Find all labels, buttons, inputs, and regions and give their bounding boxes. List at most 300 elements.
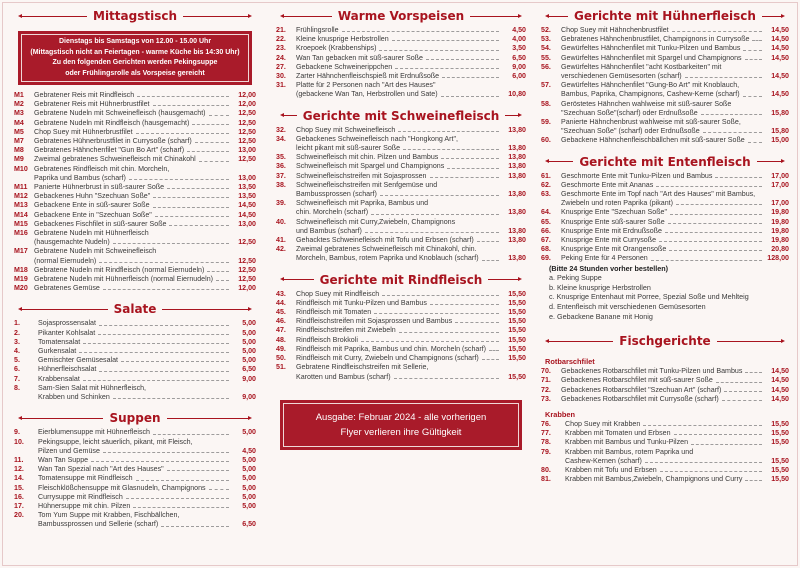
menu-item: [541, 26, 789, 35]
item-name: Geschmorte Ente mit Tunku-Pilzen und Bambus: [561, 171, 713, 180]
item-number: 15.: [14, 483, 24, 492]
item-price: 14,50: [771, 44, 789, 53]
dotted-leader: [113, 398, 229, 399]
item-number: 60.: [541, 136, 551, 145]
item-name: Rindfleisch Brokkoli: [296, 335, 358, 344]
item-number: M15: [14, 219, 28, 228]
menu-item: [14, 119, 256, 128]
item-number: 48.: [276, 335, 286, 344]
menu-item: [276, 54, 526, 63]
item-price: 5,00: [242, 328, 256, 337]
item-name: Knusprige Ente mit Currysoße: [561, 236, 657, 245]
menu-item: [541, 44, 789, 53]
item-name: Zweimal gebratenes Schweinefleisch mit Chinakohl, chin.: [296, 245, 477, 254]
notice-line: (Mittagstisch nicht an Feiertagen - warme Küche bis 14:30 Uhr): [30, 48, 240, 56]
item-name: Schweinefleischstreifen mit Sojasprossen: [296, 171, 427, 180]
divider-arrow-right: [717, 341, 783, 342]
item-name: (hausgemachte Nudeln): [34, 238, 110, 247]
section-title: [541, 331, 789, 351]
menu-item: [14, 247, 256, 256]
divider-arrow-left: [282, 115, 297, 116]
item-price: 5,00: [242, 474, 256, 483]
dotted-leader: [187, 151, 229, 152]
menu-item: [541, 218, 789, 227]
menu-item: [14, 511, 256, 520]
item-price: 13,50: [238, 183, 256, 192]
dotted-leader: [743, 50, 762, 51]
menu-item: [276, 236, 526, 245]
dotted-leader: [745, 59, 762, 60]
item-name: Knusprige Ente "Szechuan Soße": [561, 208, 667, 217]
menu-item: [276, 44, 526, 53]
menu-item: [276, 35, 526, 44]
menu-item: [276, 299, 526, 308]
menu-item: [541, 190, 789, 199]
section-title-text: Mittagstisch: [93, 9, 178, 23]
dotted-leader: [455, 322, 499, 323]
menu-item: [541, 448, 789, 457]
dotted-leader: [155, 216, 229, 217]
item-price: 15,00: [771, 136, 789, 145]
notice-line: Flyer verlieren ihre Gültigkeit: [340, 426, 462, 438]
item-number: 59.: [541, 118, 551, 127]
menu-item: [14, 375, 256, 384]
subsection-label: Krabben: [545, 410, 575, 420]
menu-item: [14, 493, 256, 502]
menu-item: [14, 284, 256, 293]
dotted-leader: [643, 425, 762, 426]
menu-item: [276, 190, 526, 199]
item-price: 15,50: [771, 456, 789, 465]
menu-item: [276, 63, 526, 72]
menu-item: [14, 447, 256, 456]
dotted-leader: [209, 489, 229, 490]
dotted-leader: [133, 507, 229, 508]
menu-item: [541, 118, 789, 127]
item-number: M7: [14, 137, 24, 146]
item-price: 15,50: [508, 289, 526, 298]
dotted-leader: [169, 225, 229, 226]
item-price: 17,00: [771, 171, 789, 180]
item-number: M1: [14, 91, 24, 99]
item-name: Gebackenes Rotbarschfilet mit süß-saurer Soße: [561, 376, 713, 385]
item-price: 15,50: [771, 438, 789, 447]
course-item: d. Entenfleisch mit verschiedenen Gemüsesorten: [549, 302, 706, 312]
menu-item: [541, 208, 789, 217]
divider-arrow-left: [547, 341, 613, 342]
item-number: 4.: [14, 347, 20, 356]
dotted-leader: [153, 105, 229, 106]
course-item: a. Peking Suppe: [549, 273, 602, 283]
item-price: 12,00: [238, 91, 256, 99]
item-price: 5,00: [242, 483, 256, 492]
menu-item: [276, 208, 526, 217]
item-name: Hühnerfleischsalat: [38, 365, 97, 374]
menu-item: [541, 254, 789, 263]
menu-item: [14, 275, 256, 284]
item-number: 10.: [14, 437, 24, 446]
item-number: M4: [14, 118, 24, 127]
item-name: Gebratene Nudeln mit Hühnerfleisch (normal Eiernudeln): [34, 275, 214, 284]
item-price: 10,80: [508, 90, 526, 99]
divider-arrow-right: [757, 161, 783, 162]
item-name: Krabbensalat: [38, 374, 80, 383]
item-number: 16.: [14, 492, 24, 501]
item-price: 15,50: [771, 466, 789, 475]
menu-item: [276, 153, 526, 162]
course-item: e. Gebackene Banane mit Honig: [549, 311, 653, 321]
item-name: Rindfleischstreifen mit Zwiebeln: [296, 326, 396, 335]
menu-item: [276, 172, 526, 181]
dotted-leader: [672, 31, 762, 32]
dotted-leader: [724, 391, 762, 392]
dotted-leader: [361, 341, 499, 342]
edition-notice: [280, 400, 522, 450]
item-name: Zwiebeln und roten Paprika (pikant): [561, 199, 673, 208]
lunch-notice: [18, 31, 252, 85]
item-price: 12,50: [238, 265, 256, 274]
menu-item: [541, 63, 789, 72]
item-price: 128,00: [767, 254, 789, 263]
section-title-text: Gerichte mit Rindfleisch: [319, 272, 483, 287]
item-number: 32.: [276, 125, 286, 134]
item-number: M18: [14, 265, 28, 274]
dotted-leader: [691, 444, 762, 445]
item-number: M17: [14, 247, 28, 256]
dotted-leader: [685, 77, 762, 78]
item-price: 6,50: [512, 53, 526, 62]
item-name: Rindfleisch mit Tomaten: [296, 308, 372, 317]
menu-item: [541, 100, 789, 109]
item-name: Zarter Hähnchenfleischspieß mit Erdnußsoße: [296, 72, 440, 81]
dotted-leader: [153, 434, 229, 435]
menu-item: [541, 367, 789, 376]
dotted-leader: [752, 40, 762, 41]
menu-item: [541, 429, 789, 438]
menu-item: [14, 146, 256, 155]
item-price: 15,80: [771, 108, 789, 117]
item-number: 77.: [541, 429, 551, 438]
item-price: 4,00: [512, 35, 526, 44]
item-price: 6,50: [242, 365, 256, 374]
item-price: 13,50: [238, 192, 256, 201]
item-name: verschiedenen Gemüsesorten (scharf): [561, 72, 682, 81]
divider-arrow-right: [488, 279, 520, 280]
item-name: Pekingsuppe, leicht säuerlich, pikant, mit Fleisch,: [38, 437, 193, 446]
item-number: 23.: [276, 44, 286, 53]
dotted-leader: [715, 177, 762, 178]
item-price: 15,50: [508, 372, 526, 381]
item-name: Gebratener Reis mit Rindfleisch: [34, 91, 135, 99]
item-name: "Szechuan Soße" (scharf) oder Erdnußsoße: [561, 127, 700, 136]
section-title-text: Fischgerichte: [619, 334, 711, 349]
menu-item: [14, 100, 256, 109]
divider-arrow-right: [505, 115, 520, 116]
item-price: 14,50: [771, 53, 789, 62]
item-price: 12,00: [238, 284, 256, 293]
item-price: 13,80: [508, 125, 526, 134]
item-number: 14.: [14, 474, 24, 483]
item-price: 14,50: [771, 385, 789, 394]
item-price: 12,00: [238, 100, 256, 109]
dotted-leader: [701, 114, 762, 115]
dotted-leader: [216, 280, 229, 281]
spacer: [541, 321, 789, 325]
item-price: 13,00: [238, 219, 256, 228]
item-name: Gebackenes Huhn "Szechuan Soße": [34, 192, 151, 201]
menu-item: [541, 466, 789, 475]
item-name: Gehacktes Schweinefleisch mit Tofu und Erbsen (scharf): [296, 236, 474, 245]
item-name: Gemischter Gemüsesalat: [38, 356, 119, 365]
menu-item: [14, 192, 256, 201]
item-price: 15,50: [508, 298, 526, 307]
menu-item: [276, 218, 526, 227]
menu-item: [14, 137, 256, 146]
section-title: [541, 6, 789, 26]
item-price: 13,80: [508, 236, 526, 245]
item-number: 35.: [276, 153, 286, 162]
divider-arrow-left: [282, 16, 332, 17]
item-name: Geschmorte Ente im Topf nach "Art des Hauses" mit Bambus,: [561, 190, 756, 199]
item-name: Gebratene Nudeln mit Rindfleisch (hausgemacht): [34, 118, 190, 127]
item-name: Schweinefleisch mit chin. Pilzen und Bambus: [296, 153, 439, 162]
item-number: 81.: [541, 475, 551, 484]
item-number: 24.: [276, 53, 286, 62]
item-name: Sojasprossensalat: [38, 319, 96, 328]
menu-item: [276, 26, 526, 35]
section-title-text: Gerichte mit Schweinefleisch: [302, 108, 500, 123]
dotted-leader: [91, 461, 229, 462]
section-title: [14, 299, 256, 319]
menu-item: [541, 438, 789, 447]
item-name: Chop Suey mit Schweinefleisch: [296, 125, 396, 134]
item-name: Krabben mit Bambus und Tunku-Pilzen: [565, 438, 689, 447]
notice-line: Zu den folgenden Gerichten werden Pekingsuppe: [52, 59, 218, 66]
item-price: 6,00: [512, 72, 526, 81]
dotted-leader: [745, 372, 762, 373]
menu-item: [541, 109, 789, 118]
dotted-leader: [99, 371, 229, 372]
item-number: 2.: [14, 328, 20, 337]
item-number: 38.: [276, 180, 286, 189]
dotted-leader: [209, 115, 229, 116]
item-price: 15,50: [508, 326, 526, 335]
item-price: 12,50: [238, 275, 256, 284]
menu-item: [14, 174, 256, 183]
dotted-leader: [430, 304, 499, 305]
dotted-leader: [482, 359, 499, 360]
item-number: 22.: [276, 35, 286, 44]
dotted-leader: [670, 214, 762, 215]
item-price: 14,50: [771, 394, 789, 403]
item-number: 50.: [276, 354, 286, 363]
item-number: 53.: [541, 35, 551, 44]
item-name: Peking Ente für 4 Personen: [561, 254, 648, 263]
item-number: 73.: [541, 394, 551, 403]
item-name: Gebackenes Rotbarschfilet mit Tunku-Pilzen und Bambus: [561, 367, 743, 376]
menu-item: [14, 229, 256, 238]
item-number: 39.: [276, 199, 286, 208]
item-name: Schweinefleisch mit Spargel und Champignons: [296, 162, 445, 171]
item-number: 11.: [14, 455, 24, 464]
item-price: 12,50: [238, 109, 256, 118]
item-number: 12.: [14, 465, 24, 474]
item-number: M16: [14, 229, 28, 238]
section-title: [541, 152, 789, 172]
item-name: Gebratene Nudeln mit Schweinefleisch: [34, 247, 157, 256]
item-name: Gebackene Ente in süß-saurer Soße: [34, 201, 150, 210]
menu-item: [541, 72, 789, 81]
dotted-leader: [426, 59, 499, 60]
item-number: M3: [14, 109, 24, 118]
dotted-leader: [153, 207, 229, 208]
item-name: Tomatensuppe mit Rindfleisch: [38, 474, 133, 483]
menu-item: [276, 81, 526, 90]
section-title-text: Salate: [113, 302, 157, 317]
item-price: 15,50: [771, 429, 789, 438]
dotted-leader: [382, 295, 499, 296]
item-name: Gebratene Rindfleischstreifen mit Sellerie,: [296, 363, 429, 372]
menu-item: [14, 347, 256, 356]
item-name: Gebratene Nudeln mit Rindfleisch (normal Eiernudeln): [34, 265, 205, 274]
dotted-leader: [136, 480, 229, 481]
item-price: 19,80: [771, 217, 789, 226]
item-name: Rindfleischstreifen mit Sojasprossen und Bambus: [296, 317, 453, 326]
item-price: 13,80: [508, 190, 526, 199]
menu-item: [14, 128, 256, 137]
item-name: Schweinefleisch mit Paprika, Bambus und: [296, 199, 429, 208]
dotted-leader: [703, 132, 762, 133]
item-name: Gewürfeltes Hähnchenfilet "acht Kostbarkeiten" mit: [561, 62, 722, 71]
item-price: 5,00: [242, 356, 256, 365]
item-price: 13,80: [508, 226, 526, 235]
course-item: b. Kleine knusprige Herbstrollen: [549, 282, 651, 292]
item-number: M20: [14, 284, 28, 293]
order-note: (Bitte 24 Stunden vorher bestellen): [549, 263, 669, 273]
item-price: 17,00: [771, 180, 789, 189]
dotted-leader: [660, 471, 762, 472]
dotted-leader: [161, 526, 229, 527]
menu-item: [276, 345, 526, 354]
item-price: 12,50: [238, 137, 256, 146]
item-name: Gewürfeltes Hähnchenfilet mit Tunku-Pilzen und Bambus: [561, 44, 741, 53]
dotted-leader: [83, 380, 229, 381]
item-name: Krabben mit Bambus,Zwiebeln, Champignons und Curry: [565, 475, 743, 484]
item-number: 44.: [276, 298, 286, 307]
item-name: Rindfleisch mit Paprika, Bambus und chin. Morcheln (scharf): [296, 344, 487, 353]
item-name: Rindfleisch mit Curry, Zwiebeln und Champignons (scharf): [296, 354, 479, 363]
item-name: Platte für 2 Personen nach "Art des Hauses": [296, 81, 436, 90]
item-price: 15,80: [771, 127, 789, 136]
item-price: 15,50: [771, 420, 789, 429]
menu-item: [14, 502, 256, 511]
dotted-leader: [374, 313, 499, 314]
item-name: Kroepoek (Krabbenships): [296, 44, 377, 53]
item-price: 12,50: [238, 238, 256, 247]
dotted-leader: [403, 149, 499, 150]
item-name: Knusprige Ente mit Erdnußsoße: [561, 226, 662, 235]
item-name: Gebackenes Fischfilet in süß-saurer Soße: [34, 219, 167, 228]
item-price: 20,80: [771, 245, 789, 254]
item-name: Krabben mit Tomaten und Erbsen: [565, 429, 671, 438]
dotted-leader: [651, 260, 762, 261]
item-number: 47.: [276, 326, 286, 335]
item-name: Morcheln, Bambus, rotem Paprika und Knoblauch (scharf): [296, 254, 479, 263]
menu-item: [541, 236, 789, 245]
item-number: 37.: [276, 171, 286, 180]
item-name: Pilzen und Gemüse: [38, 446, 100, 455]
dotted-leader: [136, 133, 229, 134]
menu-item: [541, 227, 789, 236]
notice-line: Ausgabe: Februar 2024 - alle vorherigen: [315, 411, 487, 423]
item-price: 6,50: [242, 520, 256, 529]
menu-item: [541, 54, 789, 63]
item-name: Schweinefleischstreifen mit Senfgemüse und: [296, 180, 438, 189]
menu-item: [14, 393, 256, 402]
menu-item: [14, 520, 256, 529]
item-price: 13,80: [508, 254, 526, 263]
divider-arrow-right: [762, 16, 783, 17]
dotted-leader: [656, 186, 762, 187]
item-number: M2: [14, 100, 24, 109]
item-number: M5: [14, 127, 24, 136]
item-number: M8: [14, 146, 24, 155]
item-name: Cashew-Kernen (scharf): [565, 456, 642, 465]
menu-item: [276, 245, 526, 254]
item-number: 3.: [14, 337, 20, 346]
section-title: [14, 6, 256, 26]
dotted-leader: [371, 214, 499, 215]
item-name: Wan Tan Spezial nach "Art des Hauses": [38, 465, 164, 474]
item-name: (normal Eiernudeln): [34, 256, 97, 265]
item-number: 62.: [541, 180, 551, 189]
dotted-leader: [137, 96, 229, 97]
menu-item: [276, 354, 526, 363]
item-number: 40.: [276, 217, 286, 226]
item-price: 13,00: [238, 173, 256, 182]
item-price: 13,80: [508, 208, 526, 217]
menu-item: [14, 365, 256, 374]
item-number: 34.: [276, 134, 286, 143]
section-title-text: Warme Vorspeisen: [337, 9, 465, 23]
dotted-leader: [745, 480, 762, 481]
item-name: Currysuppe mit Rindfleisch: [38, 492, 123, 501]
item-name: Schweinefleisch mit Curry,Zwiebeln, Champignons: [296, 217, 456, 226]
dotted-leader: [430, 177, 499, 178]
item-name: Bambus, Paprika, Champignons, Cashew-Kerne (scharf): [561, 90, 740, 99]
item-price: 14,50: [771, 367, 789, 376]
menu-item: [276, 144, 526, 153]
item-name: chin. Morcheln (scharf): [296, 208, 369, 217]
item-name: Gebackene Schweinerippchen: [296, 62, 393, 71]
item-price: 3,50: [512, 44, 526, 53]
item-price: 9,00: [242, 374, 256, 383]
item-number: 63.: [541, 190, 551, 199]
item-price: 4,50: [512, 26, 526, 34]
item-price: 12,50: [238, 256, 256, 265]
menu-item: [276, 126, 526, 135]
menu-item: [276, 227, 526, 236]
dotted-leader: [659, 241, 762, 242]
item-number: 41.: [276, 236, 286, 245]
item-price: 5,00: [242, 337, 256, 346]
item-name: Geröstetes Hähnchen wahlweise mit süß-saurer Soße: [561, 99, 732, 108]
item-name: Panierte Hühnerbrust in süß-saurer Soße: [34, 183, 165, 192]
section-title: [14, 408, 256, 428]
notice-line: oder Frühlingsrolle als Vorspeise gereicht: [65, 69, 205, 77]
item-number: 58.: [541, 99, 551, 108]
item-number: 64.: [541, 208, 551, 217]
